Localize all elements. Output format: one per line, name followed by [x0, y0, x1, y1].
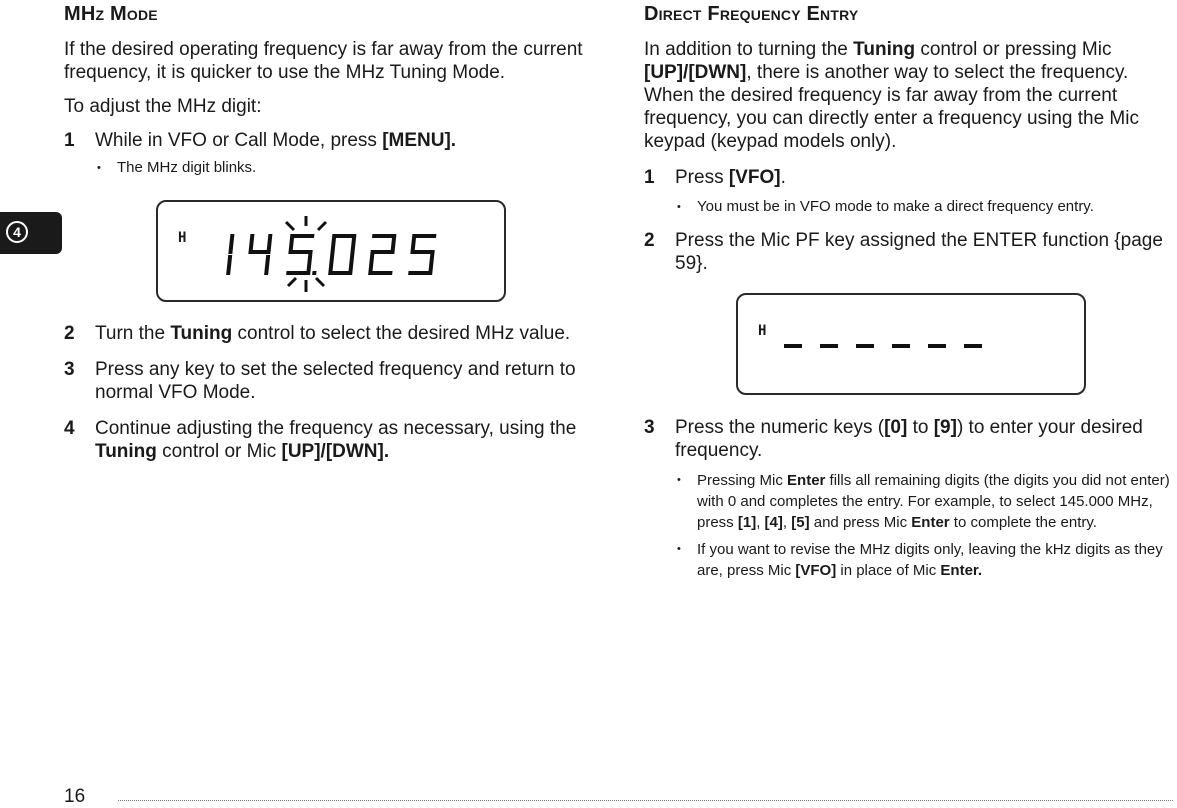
step-4 — [64, 417, 604, 463]
step-number: 4 — [64, 418, 75, 439]
lcd-empty-digit-dashes — [736, 293, 1086, 395]
page-number: 16 — [64, 786, 86, 807]
step-number: 3 — [64, 359, 75, 380]
bullet-text: to complete the entry. — [949, 514, 1097, 531]
step-number: 1 — [64, 130, 75, 151]
separator: , — [782, 514, 792, 531]
step-1 — [644, 166, 1174, 189]
section-heading-direct-entry: Direct Frequency Entry — [644, 3, 859, 25]
menu-key-label: [MENU]. — [382, 130, 457, 151]
up-dwn-key-label: [UP]/[DWN]. — [281, 441, 390, 462]
enter-key-label: Enter. — [940, 562, 983, 579]
left-column — [64, 0, 604, 463]
vfo-key-label: [VFO] — [795, 562, 837, 579]
tuning-label: Tuning — [95, 441, 157, 462]
step-3 — [64, 358, 604, 404]
bullet-text: Pressing Mic — [697, 472, 788, 489]
section-heading-mhz-mode: MHz Mode — [64, 3, 158, 25]
bullet-text: and press Mic — [809, 514, 912, 531]
step-text: control or Mic — [156, 441, 282, 462]
bullet-mhz-blinks: • The MHz digit blinks. — [64, 158, 604, 178]
footer-divider — [118, 800, 1173, 801]
step-number: 3 — [644, 417, 655, 438]
bullet-text: in place of Mic — [836, 562, 941, 579]
step-text: control to select the desired MHz value. — [232, 323, 571, 344]
step-text: ) to enter your desired frequency. — [675, 417, 1143, 461]
step-2 — [644, 229, 1174, 275]
step-text: . — [780, 167, 786, 188]
separator: , — [756, 514, 765, 531]
right-column — [644, 0, 1174, 581]
bullet-text: If you want to revise the MHz digits only, leaving the kHz digits as they are, press Mic — [697, 541, 1163, 579]
enter-key-label: Enter — [911, 514, 950, 531]
tuning-label: Tuning — [170, 323, 233, 344]
step-text: Continue adjusting the frequency as necessary, using the — [95, 418, 577, 439]
lcd-high-power-indicator: H — [178, 230, 187, 246]
intro-text: In addition to turning the — [644, 39, 854, 60]
vfo-key-label: [VFO] — [728, 167, 781, 188]
adjust-paragraph: To adjust the MHz digit: — [64, 96, 262, 117]
lcd-display-entry — [736, 293, 1086, 395]
bullet-text: fills all remaining digits (the digits you did not enter) with 0 and completes the entry. For example, to select 145.000 MHz, press — [697, 472, 1170, 531]
step-text: to — [907, 417, 934, 438]
key-1-label: [1] — [737, 514, 757, 531]
step-2 — [64, 322, 604, 345]
step-1 — [64, 129, 604, 152]
bullet-vfo-mode: • You must be in VFO mode to make a direct frequency entry. — [644, 197, 1174, 217]
chapter-tab — [0, 212, 62, 254]
step-text: While in VFO or Call Mode, press — [95, 130, 383, 151]
step-text: Turn the — [95, 323, 171, 344]
lcd-high-power-indicator: H — [758, 323, 767, 339]
intro-paragraph: If the desired operating frequency is far away from the current frequency, it is quicker to use the MHz Tuning Mode. — [64, 39, 583, 83]
intro-text: , there is another way to select the frequency. When the desired frequency is far away from the current frequency, you can directly enter a frequency using the Mic keypad (keypad models only). — [644, 62, 1139, 152]
key-4-label: [4] — [764, 514, 783, 531]
up-dwn-key-label: [UP]/[DWN] — [644, 62, 747, 83]
tuning-label: Tuning — [853, 39, 916, 60]
step-text: Press — [675, 167, 729, 188]
key-9-label: [9] — [933, 417, 957, 438]
bullet-revise-mhz — [644, 539, 1174, 581]
step-number: 2 — [644, 230, 655, 251]
step-text: Press any key to set the selected frequency and return to normal VFO Mode. — [95, 359, 576, 403]
step-number: 2 — [64, 323, 75, 344]
bullet-enter-fills — [644, 470, 1174, 533]
lcd-display-mhz — [156, 200, 506, 302]
step-3 — [644, 416, 1174, 462]
step-number: 1 — [644, 167, 655, 188]
direct-entry-intro — [644, 38, 1174, 153]
chapter-number: 4 — [6, 221, 28, 243]
intro-text: control or pressing Mic — [915, 39, 1112, 60]
key-5-label: [5] — [791, 514, 810, 531]
step-text: Press the numeric keys ( — [675, 417, 885, 438]
lcd-frequency-digits — [156, 200, 506, 302]
step-text: Press the Mic PF key assigned the ENTER function {page 59}. — [675, 230, 1163, 274]
enter-key-label: Enter — [787, 472, 826, 489]
key-0-label: [0] — [884, 417, 908, 438]
